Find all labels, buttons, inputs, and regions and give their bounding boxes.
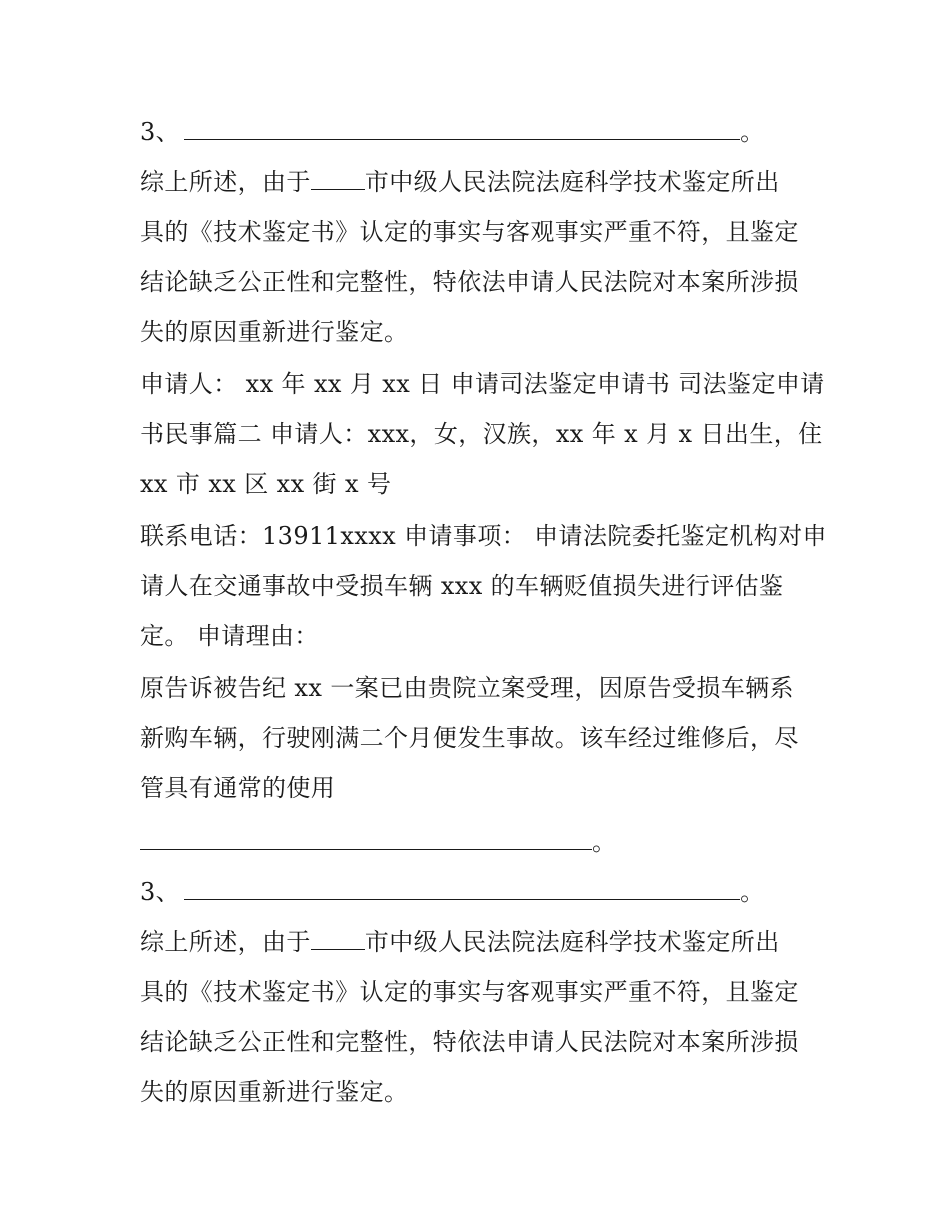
summary-line bbox=[140, 166, 830, 198]
fill-in-blank bbox=[184, 119, 740, 140]
summary-lead: 综上所述，由于 bbox=[140, 928, 311, 956]
address-line: xx 市 xx 区 xx 街 x 号 bbox=[140, 470, 392, 498]
fill-in-blank bbox=[140, 829, 592, 850]
body-text-line: 具的《技术鉴定书》认定的事实与客观事实严重不符，且鉴定 bbox=[140, 218, 799, 246]
clause-number: 3、 bbox=[140, 118, 181, 146]
body-text-line: 失的原因重新进行鉴定。 bbox=[140, 1078, 409, 1106]
summary-rest: 市中级人民法院法庭科学技术鉴定所出 bbox=[364, 168, 780, 196]
fill-in-blank bbox=[184, 879, 740, 900]
body-text-line: 请人在交通事故中受损车辆 xxx 的车辆贬值损失进行评估鉴 bbox=[140, 572, 784, 600]
body-text-line: 新购车辆，行驶刚满二个月便发生事故。该车经过维修后，尽 bbox=[140, 724, 799, 752]
body-text-line: 失的原因重新进行鉴定。 bbox=[140, 318, 409, 346]
line-end-punct: 。 bbox=[740, 878, 765, 906]
body-text-line: 管具有通常的使用 bbox=[140, 774, 336, 802]
body-text-line: 原告诉被告纪 xx 一案已由贵院立案受理，因原告受损车辆系 bbox=[140, 674, 794, 702]
line-end-punct: 。 bbox=[592, 828, 617, 856]
clause-3-line bbox=[140, 876, 830, 908]
reason-heading-line: 定。 申请理由： bbox=[140, 622, 319, 650]
applicant-date-line: 申请人： xx 年 xx 月 xx 日 申请司法鉴定申请书 司法鉴定申请 bbox=[140, 370, 825, 398]
blank-line bbox=[140, 826, 830, 858]
body-text-line: 结论缺乏公正性和完整性，特依法申请人民法院对本案所涉损 bbox=[140, 1028, 799, 1056]
body-text-line: 具的《技术鉴定书》认定的事实与客观事实严重不符，且鉴定 bbox=[140, 978, 799, 1006]
clause-3-line bbox=[140, 116, 830, 148]
body-text-line: 结论缺乏公正性和完整性，特依法申请人民法院对本案所涉损 bbox=[140, 268, 799, 296]
summary-lead: 综上所述，由于 bbox=[140, 168, 311, 196]
summary-line bbox=[140, 926, 830, 958]
city-blank bbox=[311, 169, 365, 190]
contact-request-line: 联系电话：13911xxxx 申请事项： 申请法院委托鉴定机构对申 bbox=[140, 522, 827, 550]
applicant-info-line: 书民事篇二 申请人：xxx，女，汉族，xx 年 x 月 x 日出生，住 bbox=[140, 420, 823, 448]
line-end-punct: 。 bbox=[740, 118, 765, 146]
city-blank bbox=[311, 929, 365, 950]
summary-rest: 市中级人民法院法庭科学技术鉴定所出 bbox=[364, 928, 780, 956]
clause-number: 3、 bbox=[140, 878, 181, 906]
